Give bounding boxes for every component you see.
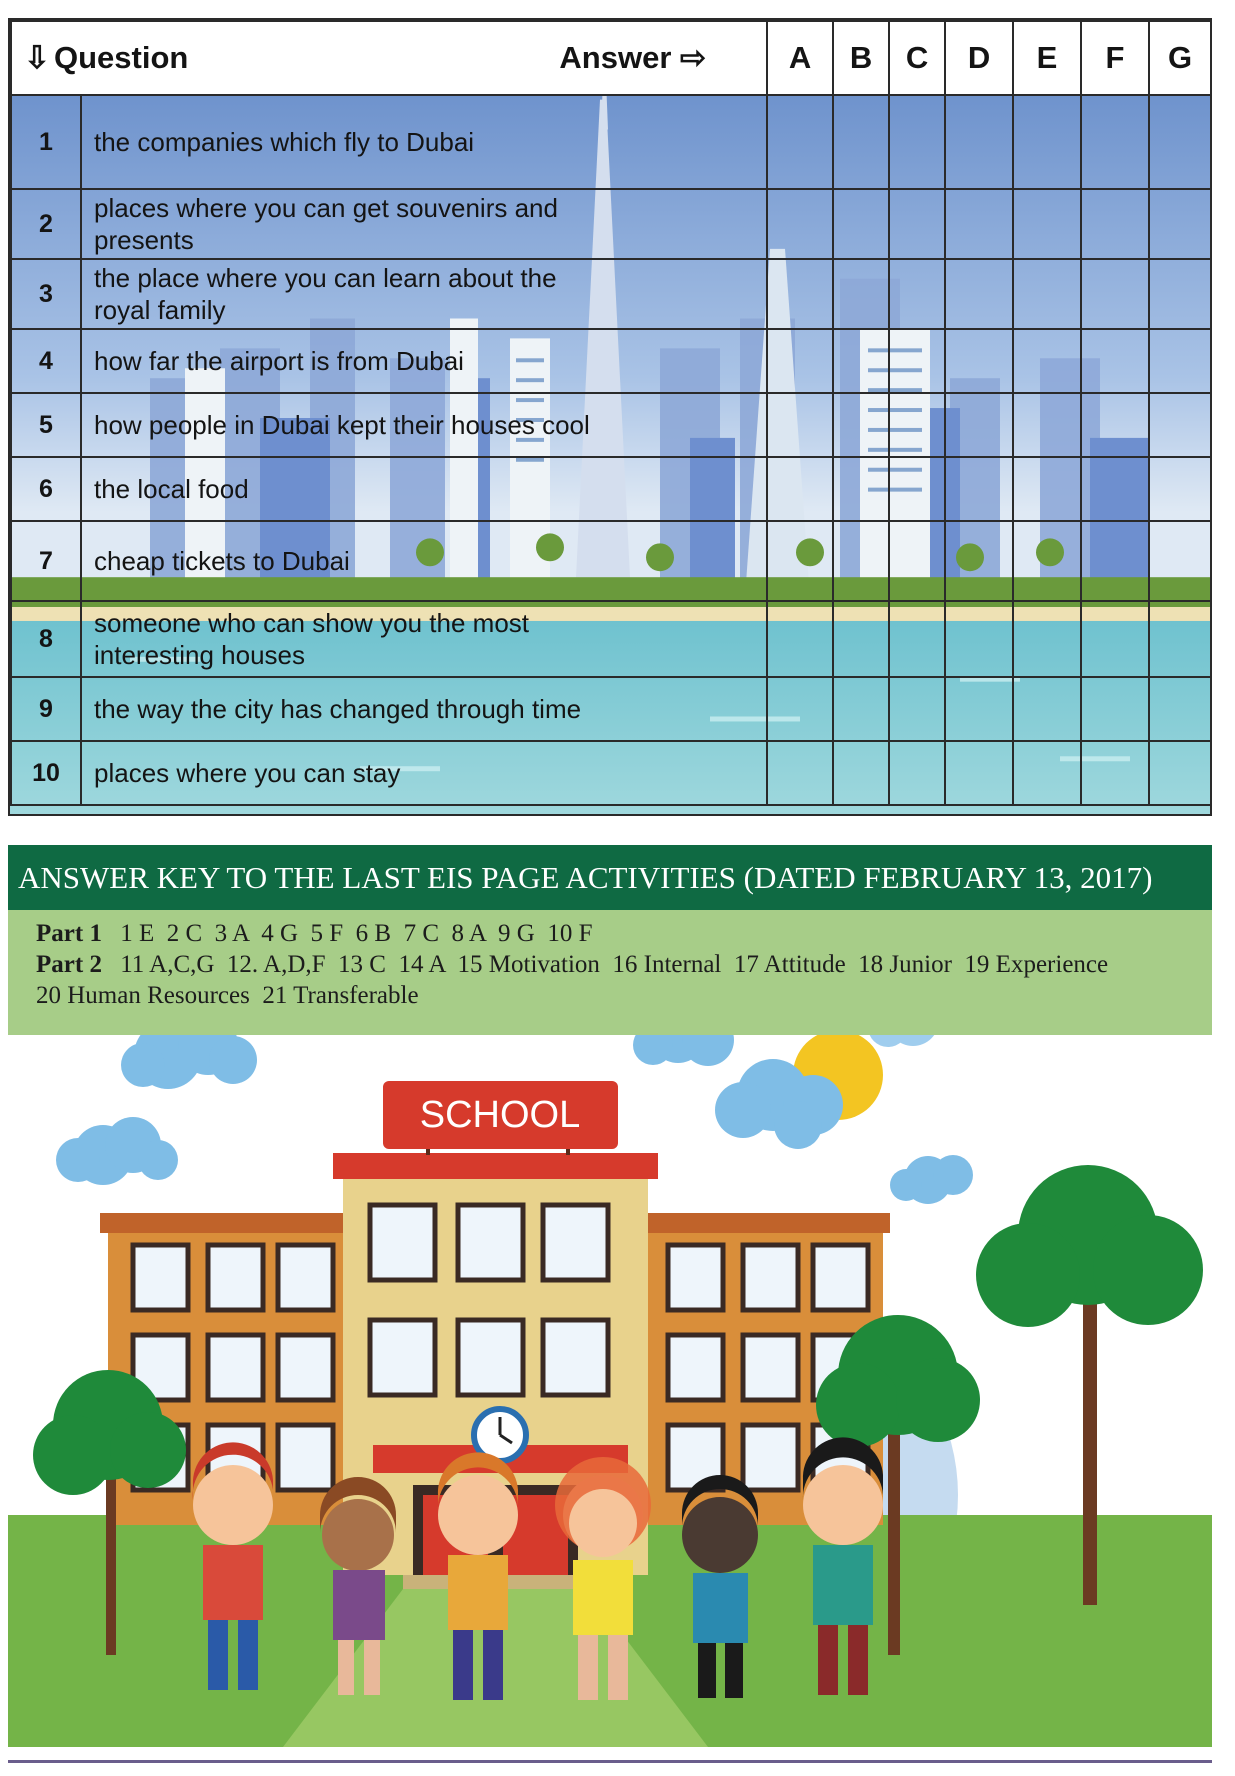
column-letter-b: B (833, 21, 889, 95)
question-table-panel (8, 18, 1212, 816)
right-arrow-icon: ⇨ (680, 40, 707, 75)
answer-key-body (8, 910, 1212, 1035)
question-text (81, 741, 767, 805)
answer-cell-f[interactable] (1081, 189, 1149, 259)
answer-key-part1 (36, 918, 1212, 949)
bottom-divider (8, 1760, 1212, 1763)
answer-cell-g[interactable] (1149, 95, 1211, 189)
question-number: 5 (11, 393, 81, 457)
question-text-line: interesting houses (94, 640, 306, 670)
question-rows (11, 95, 1211, 805)
answer-cell-b[interactable] (833, 259, 889, 329)
question-text (81, 393, 767, 457)
answer-cell-c[interactable] (889, 329, 945, 393)
part2-answers-line2: 20 Human Resources 21 Transferable (36, 982, 419, 1009)
answer-cell-a[interactable] (767, 521, 833, 601)
question-text-line: places where you can stay (94, 758, 401, 788)
question-answer-header (11, 21, 767, 95)
answer-cell-e[interactable] (1013, 329, 1081, 393)
question-text (81, 677, 767, 741)
part2-label: Part 2 (36, 951, 102, 978)
cloud-icon (633, 1035, 734, 1066)
answer-cell-d[interactable] (945, 601, 1013, 677)
answer-cell-c[interactable] (889, 457, 945, 521)
answer-cell-a[interactable] (767, 741, 833, 805)
question-text-line: someone who can show you the most (94, 608, 530, 638)
answer-cell-c[interactable] (889, 95, 945, 189)
answer-cell-d[interactable] (945, 741, 1013, 805)
answer-cell-d[interactable] (945, 677, 1013, 741)
answer-cell-a[interactable] (767, 601, 833, 677)
answer-cell-c[interactable] (889, 259, 945, 329)
question-row (11, 741, 1211, 805)
part2-answers-line1: 11 A,C,G 12. A,D,F 13 C 14 A 15 Motivation 16 Internal 17 Attitude 18 Junior 19 Experience (120, 951, 1109, 978)
answer-cell-c[interactable] (889, 189, 945, 259)
answer-cell-d[interactable] (945, 457, 1013, 521)
answer-cell-b[interactable] (833, 677, 889, 741)
question-text (81, 457, 767, 521)
answer-cell-f[interactable] (1081, 393, 1149, 457)
question-text (81, 521, 767, 601)
question-text-line: how people in Dubai kept their houses cool (94, 410, 590, 440)
question-text-line: the companies which fly to Dubai (94, 127, 475, 157)
answer-cell-f[interactable] (1081, 677, 1149, 741)
table-header-row (11, 21, 1211, 95)
answer-cell-a[interactable] (767, 189, 833, 259)
question-text (81, 259, 767, 329)
question-text (81, 601, 767, 677)
question-number: 4 (11, 329, 81, 393)
answer-cell-e[interactable] (1013, 457, 1081, 521)
answer-cell-d[interactable] (945, 189, 1013, 259)
answer-cell-e[interactable] (1013, 677, 1081, 741)
answer-cell-g[interactable] (1149, 741, 1211, 805)
question-text-line: royal family (94, 295, 226, 325)
column-letter-c: C (889, 21, 945, 95)
question-row (11, 677, 1211, 741)
question-text-line: how far the airport is from Dubai (94, 346, 464, 376)
down-arrow-icon: ⇩ (24, 40, 50, 75)
answer-cell-d[interactable] (945, 95, 1013, 189)
answer-cell-b[interactable] (833, 457, 889, 521)
answer-cell-f[interactable] (1081, 741, 1149, 805)
answer-cell-g[interactable] (1149, 189, 1211, 259)
answer-cell-d[interactable] (945, 329, 1013, 393)
question-number: 10 (11, 741, 81, 805)
question-text-line: places where you can get souvenirs and (94, 193, 558, 223)
column-letter-d: D (945, 21, 1013, 95)
question-row (11, 329, 1211, 393)
answer-cell-b[interactable] (833, 329, 889, 393)
answer-cell-e[interactable] (1013, 259, 1081, 329)
answer-key-part2 (36, 949, 1212, 980)
question-number: 9 (11, 677, 81, 741)
answer-cell-b[interactable] (833, 95, 889, 189)
question-number: 1 (11, 95, 81, 189)
question-text (81, 189, 767, 259)
answer-cell-c[interactable] (889, 601, 945, 677)
answer-cell-a[interactable] (767, 457, 833, 521)
question-number: 2 (11, 189, 81, 259)
question-number: 3 (11, 259, 81, 329)
answer-cell-c[interactable] (889, 393, 945, 457)
column-letter-e: E (1013, 21, 1081, 95)
question-text-line: the local food (94, 474, 249, 504)
answer-cell-b[interactable] (833, 521, 889, 601)
answer-cell-b[interactable] (833, 741, 889, 805)
answer-cell-e[interactable] (1013, 189, 1081, 259)
answer-cell-g[interactable] (1149, 677, 1211, 741)
answer-cell-a[interactable] (767, 259, 833, 329)
answer-cell-f[interactable] (1081, 601, 1149, 677)
cloud-icon (121, 1035, 257, 1089)
question-row (11, 521, 1211, 601)
school-sign-text: SCHOOL (419, 1094, 581, 1136)
school-illustration (8, 1035, 1212, 1747)
answer-cell-g[interactable] (1149, 393, 1211, 457)
answer-cell-a[interactable] (767, 393, 833, 457)
question-text (81, 95, 767, 189)
answer-cell-a[interactable] (767, 329, 833, 393)
answer-cell-b[interactable] (833, 393, 889, 457)
answer-cell-a[interactable] (767, 95, 833, 189)
answer-cell-e[interactable] (1013, 741, 1081, 805)
question-text-line: the place where you can learn about the (94, 263, 557, 293)
answer-cell-a[interactable] (767, 677, 833, 741)
question-row (11, 259, 1211, 329)
question-text-line: the way the city has changed through time (94, 694, 582, 724)
question-row (11, 601, 1211, 677)
answer-cell-f[interactable] (1081, 95, 1149, 189)
question-text-line: presents (94, 225, 194, 255)
part1-answers: 1 E 2 C 3 A 4 G 5 F 6 B 7 C 8 A 9 G 10 F (120, 920, 593, 947)
answer-cell-e[interactable] (1013, 393, 1081, 457)
question-row (11, 95, 1211, 189)
question-number: 8 (11, 601, 81, 677)
answer-cell-f[interactable] (1081, 329, 1149, 393)
answer-cell-g[interactable] (1149, 521, 1211, 601)
answer-key-title: ANSWER KEY TO THE LAST EIS PAGE ACTIVITIES (DATED FEBRUARY 13, 2017) (8, 845, 1212, 910)
column-letter-f: F (1081, 21, 1149, 95)
answer-cell-d[interactable] (945, 521, 1013, 601)
answer-cell-b[interactable] (833, 601, 889, 677)
question-row (11, 457, 1211, 521)
answer-cell-e[interactable] (1013, 521, 1081, 601)
part1-label: Part 1 (36, 920, 102, 947)
answer-cell-f[interactable] (1081, 259, 1149, 329)
answer-cell-c[interactable] (889, 677, 945, 741)
answer-cell-e[interactable] (1013, 95, 1081, 189)
question-number: 7 (11, 521, 81, 601)
answer-cell-c[interactable] (889, 741, 945, 805)
question-text-line: cheap tickets to Dubai (94, 546, 350, 576)
answer-cell-g[interactable] (1149, 457, 1211, 521)
question-row (11, 393, 1211, 457)
answer-cell-g[interactable] (1149, 259, 1211, 329)
question-number: 6 (11, 457, 81, 521)
question-answer-grid (10, 20, 1212, 806)
answer-cell-g[interactable] (1149, 329, 1211, 393)
answer-cell-f[interactable] (1081, 521, 1149, 601)
question-text (81, 329, 767, 393)
answer-header-group (559, 40, 706, 76)
answer-cell-g[interactable] (1149, 601, 1211, 677)
question-header-label: Question (53, 40, 189, 75)
answer-cell-f[interactable] (1081, 457, 1149, 521)
answer-cell-b[interactable] (833, 189, 889, 259)
answer-header-label: Answer (559, 40, 672, 75)
answer-cell-e[interactable] (1013, 601, 1081, 677)
column-letter-g: G (1149, 21, 1211, 95)
question-row (11, 189, 1211, 259)
answer-cell-d[interactable] (945, 259, 1013, 329)
answer-cell-d[interactable] (945, 393, 1013, 457)
column-letter-a: A (767, 21, 833, 95)
answer-cell-c[interactable] (889, 521, 945, 601)
